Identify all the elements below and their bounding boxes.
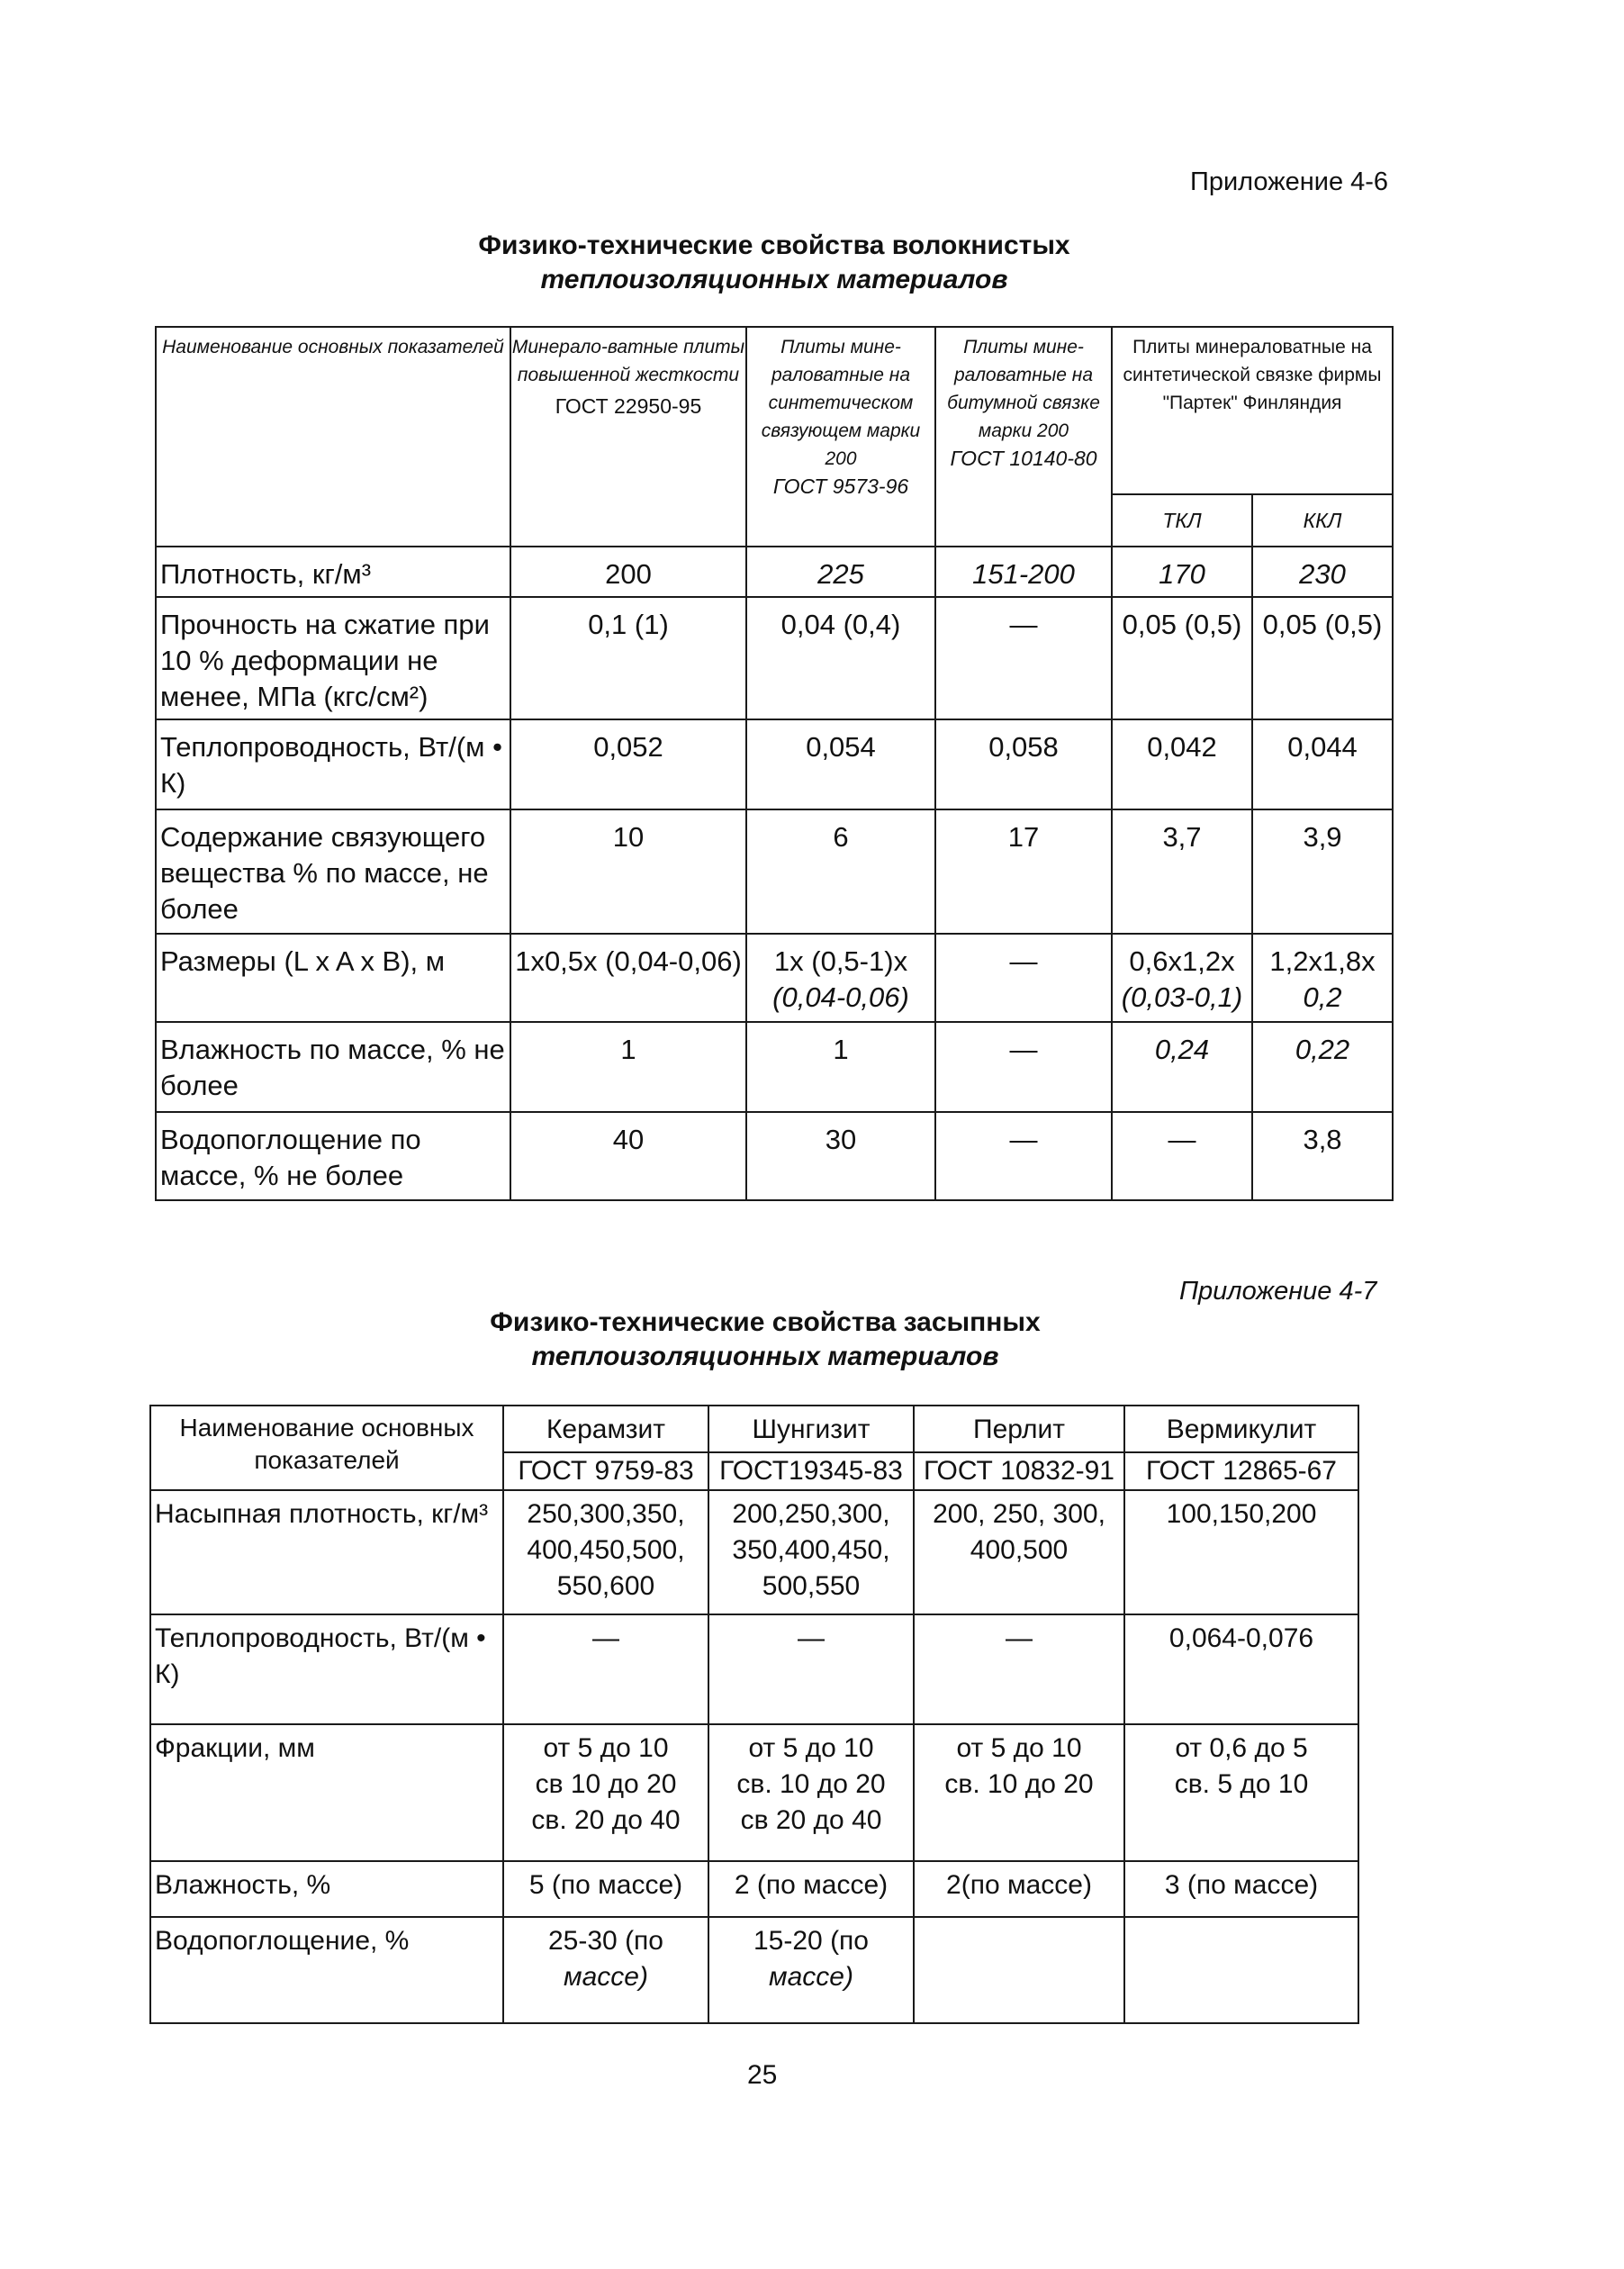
header-keramzit-name: Керамзит bbox=[546, 1415, 666, 1444]
cell: — bbox=[935, 1112, 1112, 1200]
cell: 3,9 bbox=[1252, 809, 1393, 934]
cell: — bbox=[914, 1614, 1124, 1724]
header-partek: Плиты минераловатные на синтетической связке фирмы "Партек" Финляндия bbox=[1112, 327, 1393, 494]
cell-line: 200,250,300, bbox=[732, 1499, 890, 1529]
cell-line: св 20 до 40 bbox=[740, 1805, 882, 1835]
cell: 6 bbox=[746, 809, 935, 934]
cell bbox=[708, 1490, 914, 1614]
header-keramzit bbox=[503, 1406, 708, 1490]
row-label: Теплопроводность, Вт/(м • К) bbox=[156, 719, 510, 809]
cell-line: (0,03-0,1) bbox=[1121, 981, 1243, 1013]
cell: 1 bbox=[746, 1022, 935, 1112]
table-row bbox=[156, 934, 1393, 1022]
page-number: 25 bbox=[747, 2060, 778, 2090]
cell-line: 1,2x1,8x bbox=[1269, 945, 1376, 977]
table-row bbox=[156, 1112, 1393, 1200]
header-bitumen-binder-text: Плиты мине-раловатные на битумной связке марки 200 bbox=[947, 337, 1100, 441]
cell: 2 (по массе) bbox=[708, 1861, 914, 1917]
bulk-materials-table bbox=[149, 1405, 1359, 2024]
cell bbox=[1124, 1917, 1358, 2023]
cell-line: 250,300,350, bbox=[527, 1499, 685, 1529]
cell-line: 400,450,500, bbox=[527, 1535, 685, 1565]
cell: — bbox=[935, 1022, 1112, 1112]
header-shungizit bbox=[708, 1406, 914, 1490]
cell bbox=[708, 1917, 914, 2023]
cell-line: св. 10 до 20 bbox=[944, 1769, 1094, 1799]
row-label: Содержание связующего вещества % по массе, не более bbox=[156, 809, 510, 934]
cell-line: от 5 до 10 bbox=[748, 1733, 874, 1763]
cell bbox=[1124, 1724, 1358, 1861]
cell: 0,054 bbox=[746, 719, 935, 809]
cell: 0,042 bbox=[1112, 719, 1252, 809]
cell bbox=[746, 934, 935, 1022]
cell-line: 500,550 bbox=[762, 1571, 861, 1601]
header-perlit-name: Перлит bbox=[973, 1415, 1065, 1444]
cell bbox=[914, 1917, 1124, 2023]
header-vermikulit-name: Вермикулит bbox=[1166, 1415, 1317, 1444]
row-label: Плотность, кг/м³ bbox=[156, 547, 510, 597]
cell-line: от 0,6 до 5 bbox=[1175, 1733, 1308, 1763]
table-row bbox=[150, 1724, 1358, 1861]
cell bbox=[1112, 934, 1252, 1022]
cell: 17 bbox=[935, 809, 1112, 934]
header-kkl: ККЛ bbox=[1252, 494, 1393, 547]
cell: 0,052 bbox=[510, 719, 746, 809]
cell-line: св 10 до 20 bbox=[535, 1769, 677, 1799]
cell-line: 400,500 bbox=[970, 1535, 1069, 1565]
table-row bbox=[156, 597, 1393, 719]
table2-title bbox=[396, 1306, 1134, 1374]
cell-line: св. 10 до 20 bbox=[736, 1769, 886, 1799]
cell bbox=[503, 1724, 708, 1861]
cell: 3 (по массе) bbox=[1124, 1861, 1358, 1917]
cell: 0,058 bbox=[935, 719, 1112, 809]
cell bbox=[503, 1490, 708, 1614]
cell: 3,8 bbox=[1252, 1112, 1393, 1200]
header-gost-12865: ГОСТ 12865-67 bbox=[1125, 1451, 1358, 1489]
cell: 0,24 bbox=[1112, 1022, 1252, 1112]
cell: 30 bbox=[746, 1112, 935, 1200]
table-row bbox=[150, 1861, 1358, 1917]
cell bbox=[503, 1917, 708, 2023]
cell: 0,064-0,076 bbox=[1124, 1614, 1358, 1724]
cell: 0,1 (1) bbox=[510, 597, 746, 719]
cell-line: (0,04-0,06) bbox=[772, 981, 909, 1013]
table2-title-line1: Физико-технические свойства засыпных bbox=[490, 1307, 1041, 1337]
cell bbox=[914, 1490, 1124, 1614]
cell: — bbox=[935, 597, 1112, 719]
cell-line: 0,6x1,2x bbox=[1129, 945, 1235, 977]
header-tkl: ТКЛ bbox=[1112, 494, 1252, 547]
cell-line: 200, 250, 300, bbox=[933, 1499, 1105, 1529]
table-row bbox=[156, 547, 1393, 597]
header-indicators: Наименование основных показателей bbox=[156, 327, 510, 547]
header-perlit bbox=[914, 1406, 1124, 1490]
cell: — bbox=[935, 934, 1112, 1022]
cell bbox=[1252, 934, 1393, 1022]
table1-title bbox=[396, 229, 1152, 297]
cell-line: 100,150,200 bbox=[1166, 1499, 1317, 1529]
cell: 40 bbox=[510, 1112, 746, 1200]
row-label: Фракции, мм bbox=[150, 1724, 503, 1861]
row-label: Влажность, % bbox=[150, 1861, 503, 1917]
header-mineral-wool-rigid-text: Минерало-ватные плиты повышенной жесткости bbox=[511, 337, 745, 385]
cell-line: св. 20 до 40 bbox=[531, 1805, 681, 1835]
table-row bbox=[156, 719, 1393, 809]
table1-title-line1: Физико-технические свойства волокнистых bbox=[478, 231, 1070, 260]
cell: 2(по массе) bbox=[914, 1861, 1124, 1917]
cell-line: 550,600 bbox=[556, 1571, 655, 1601]
cell: 170 bbox=[1112, 547, 1252, 597]
table-row bbox=[150, 1614, 1358, 1724]
cell-line: от 5 до 10 bbox=[956, 1733, 1082, 1763]
table-row bbox=[156, 809, 1393, 934]
cell: 0,22 bbox=[1252, 1022, 1393, 1112]
cell: 230 bbox=[1252, 547, 1393, 597]
cell: 200 bbox=[510, 547, 746, 597]
row-label: Теплопроводность, Вт/(м • К) bbox=[150, 1614, 503, 1724]
cell-line: 15-20 (по bbox=[753, 1926, 869, 1956]
header-synthetic-binder-text: Плиты мине-раловатные на синтетическом связующем марки 200 bbox=[761, 337, 921, 469]
table-row bbox=[156, 1022, 1393, 1112]
header-gost-9573: ГОСТ 9573-96 bbox=[772, 475, 909, 498]
cell: 0,04 (0,4) bbox=[746, 597, 935, 719]
cell-line: массе) bbox=[769, 1962, 853, 1992]
cell-line: от 5 до 10 bbox=[543, 1733, 669, 1763]
cell: 1 bbox=[510, 1022, 746, 1112]
table-row bbox=[150, 1917, 1358, 2023]
cell: 225 bbox=[746, 547, 935, 597]
cell bbox=[1124, 1490, 1358, 1614]
appendix-label-4-6: Приложение 4-6 bbox=[1190, 167, 1389, 196]
header-gost-9759: ГОСТ 9759-83 bbox=[504, 1451, 708, 1489]
row-label: Насыпная плотность, кг/м³ bbox=[150, 1490, 503, 1614]
cell-line: св. 5 до 10 bbox=[1174, 1769, 1309, 1799]
cell-line: 1x (0,5-1)x bbox=[773, 945, 908, 977]
header-synthetic-binder bbox=[746, 327, 935, 547]
table2-title-line2: теплоизоляционных материалов bbox=[531, 1342, 999, 1371]
cell bbox=[708, 1724, 914, 1861]
table1-title-line2: теплоизоляционных материалов bbox=[540, 265, 1008, 294]
cell: — bbox=[503, 1614, 708, 1724]
header-gost-10832: ГОСТ 10832-91 bbox=[915, 1451, 1123, 1489]
header-shungizit-name: Шунгизит bbox=[752, 1415, 871, 1444]
header-mineral-wool-rigid bbox=[510, 327, 746, 547]
cell: 10 bbox=[510, 809, 746, 934]
cell: 0,05 (0,5) bbox=[1112, 597, 1252, 719]
cell: 151-200 bbox=[935, 547, 1112, 597]
header-gost-22950: ГОСТ 22950-95 bbox=[555, 394, 702, 418]
header-gost-10140: ГОСТ 10140-80 bbox=[950, 447, 1097, 470]
row-label: Прочность на сжатие при 10 % деформации не менее, МПа (кгс/см²) bbox=[156, 597, 510, 719]
header-indicators: Наименование основных показателей bbox=[150, 1406, 503, 1490]
cell-line: 25-30 (по bbox=[548, 1926, 663, 1956]
row-label: Размеры (L x A x B), м bbox=[156, 934, 510, 1022]
cell: 0,05 (0,5) bbox=[1252, 597, 1393, 719]
row-label: Влажность по массе, % не более bbox=[156, 1022, 510, 1112]
header-bitumen-binder bbox=[935, 327, 1112, 547]
cell: 3,7 bbox=[1112, 809, 1252, 934]
cell: — bbox=[1112, 1112, 1252, 1200]
row-label: Водопоглощение, % bbox=[150, 1917, 503, 2023]
row-label: Водопоглощение по массе, % не более bbox=[156, 1112, 510, 1200]
cell-line: 0,2 bbox=[1303, 981, 1342, 1013]
fibrous-materials-table bbox=[155, 326, 1394, 1201]
appendix-label-4-7: Приложение 4-7 bbox=[1179, 1277, 1377, 1306]
header-vermikulit bbox=[1124, 1406, 1358, 1490]
cell: 1x0,5x (0,04-0,06) bbox=[510, 934, 746, 1022]
cell-line: 350,400,450, bbox=[732, 1535, 890, 1565]
table-row bbox=[150, 1490, 1358, 1614]
cell: 0,044 bbox=[1252, 719, 1393, 809]
cell: — bbox=[708, 1614, 914, 1724]
cell: 5 (по массе) bbox=[503, 1861, 708, 1917]
cell bbox=[914, 1724, 1124, 1861]
header-gost-19345: ГОСТ19345-83 bbox=[709, 1451, 913, 1489]
cell-line: массе) bbox=[564, 1962, 648, 1992]
